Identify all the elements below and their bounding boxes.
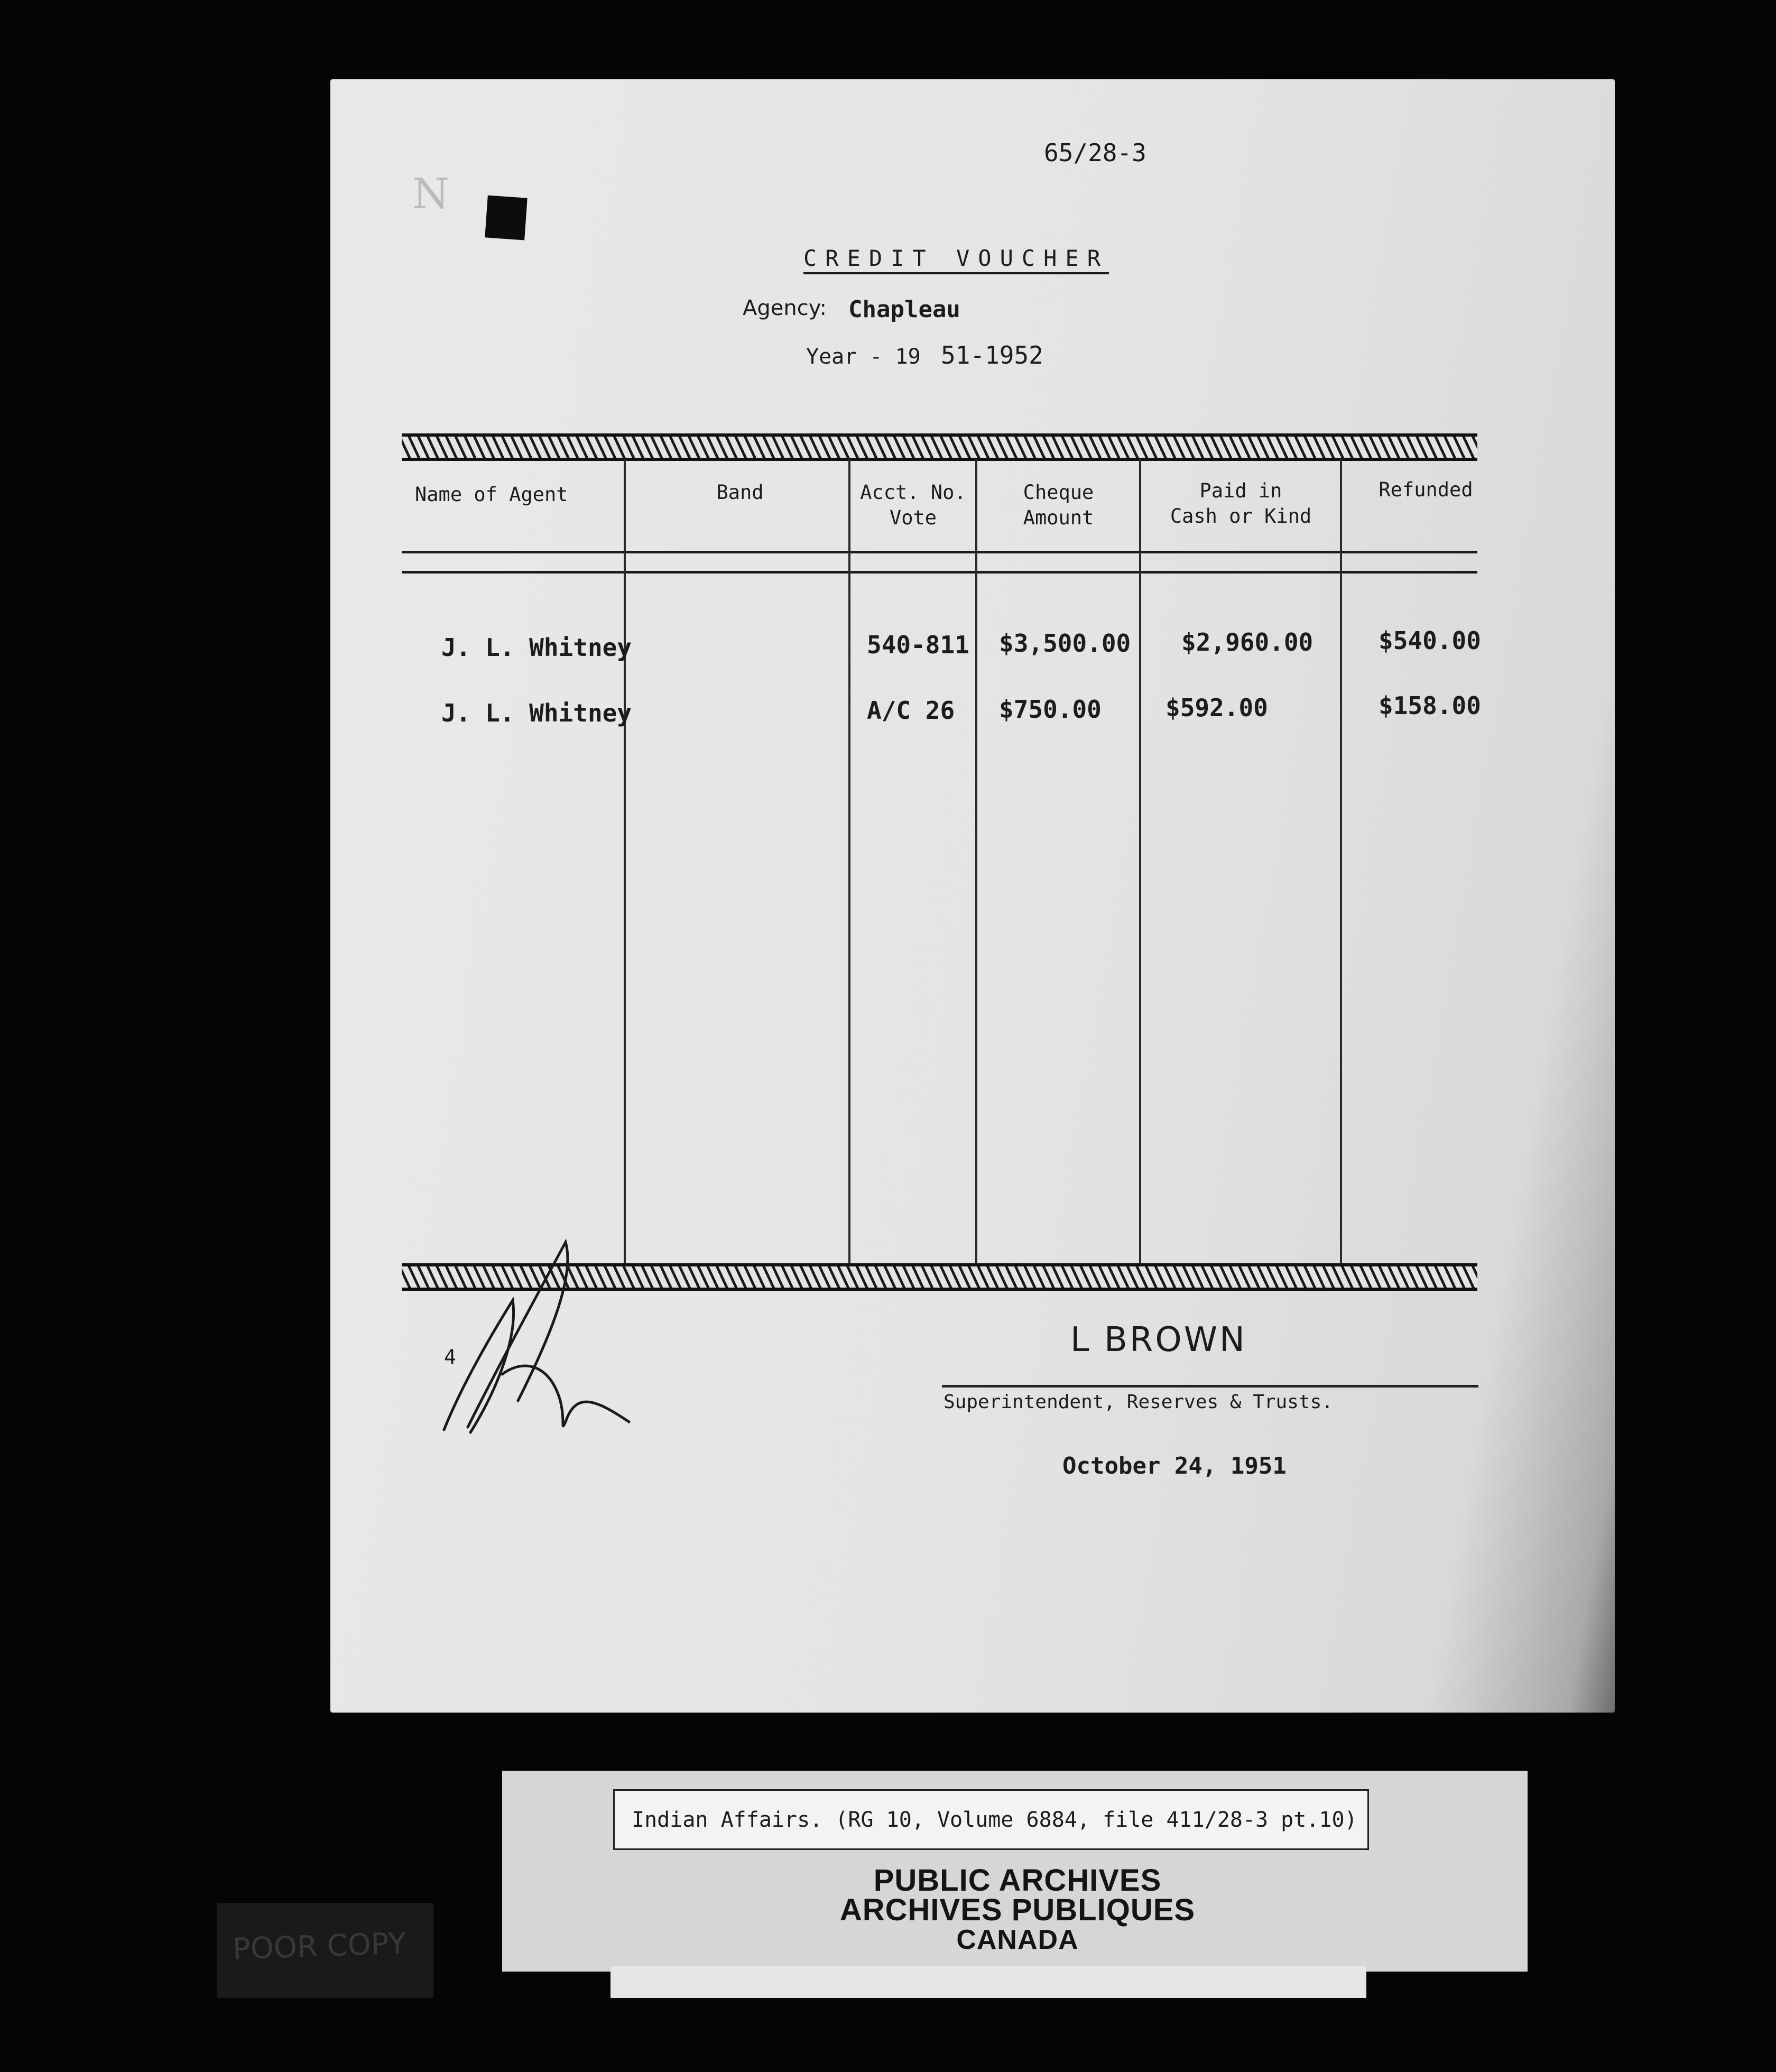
cell-paid: $2,960.00: [1181, 628, 1314, 656]
header-cheque-amount: Cheque Amount: [1023, 481, 1094, 529]
signer-name: L BROWN: [1070, 1320, 1247, 1359]
header-rule-upper: [402, 551, 1477, 553]
header-acct-no-vote: Acct. No. Vote: [860, 481, 966, 529]
header-band: Band: [716, 481, 764, 504]
page-number: 4: [444, 1345, 456, 1368]
header-paid-in-cash-or-kind: Paid in Cash or Kind: [1170, 479, 1312, 528]
agency-value: Chapleau: [848, 296, 960, 323]
signature-line: [942, 1385, 1478, 1388]
year-value: 51-1952: [941, 341, 1043, 369]
column-divider: [624, 459, 626, 1263]
cell-paid: $592.00: [1166, 693, 1268, 722]
cell-acct-no: A/C 26: [867, 696, 955, 725]
year-label: Year - 19: [806, 345, 921, 369]
cell-cheque-amount: $3,500.00: [999, 629, 1131, 658]
archive-citation: Indian Affairs. (RG 10, Volume 6884, file 411/28-3 pt.10): [632, 1808, 1357, 1832]
header-name-of-agent: Name of Agent: [415, 483, 568, 506]
agency-label: Agency:: [743, 296, 827, 320]
cell-agent: J. L. Whitney: [441, 633, 632, 662]
header-refunded: Refunded: [1379, 478, 1473, 501]
poor-copy-text: POOR COPY: [232, 1926, 407, 1967]
cell-acct-no: 540-811: [867, 631, 969, 659]
column-divider: [1340, 459, 1342, 1263]
column-divider: [975, 459, 977, 1263]
signer-title: Superintendent, Reserves & Trusts.: [944, 1391, 1333, 1413]
cell-refunded: $158.00: [1379, 691, 1481, 720]
voucher-date: October 24, 1951: [1062, 1453, 1287, 1479]
redaction-mark: [485, 195, 527, 240]
header-rule-lower: [402, 571, 1477, 574]
cell-agent: J. L. Whitney: [441, 699, 632, 727]
column-divider: [848, 459, 850, 1263]
table-top-hatched-border: [402, 433, 1477, 461]
file-number: 65/28-3: [1044, 138, 1146, 167]
cell-cheque-amount: $750.00: [999, 695, 1102, 724]
column-divider: [1139, 459, 1141, 1263]
voucher-title: CREDIT VOUCHER: [803, 245, 1109, 271]
archive-label-tab: [610, 1966, 1366, 1998]
cell-refunded: $540.00: [1379, 626, 1481, 655]
margin-handwritten-mark: N: [412, 169, 449, 218]
voucher-page: [330, 79, 1615, 1713]
archives-stamp: PUBLIC ARCHIVES ARCHIVES PUBLIQUES CANADA: [839, 1863, 1196, 1955]
handwritten-signature: [439, 1232, 661, 1443]
